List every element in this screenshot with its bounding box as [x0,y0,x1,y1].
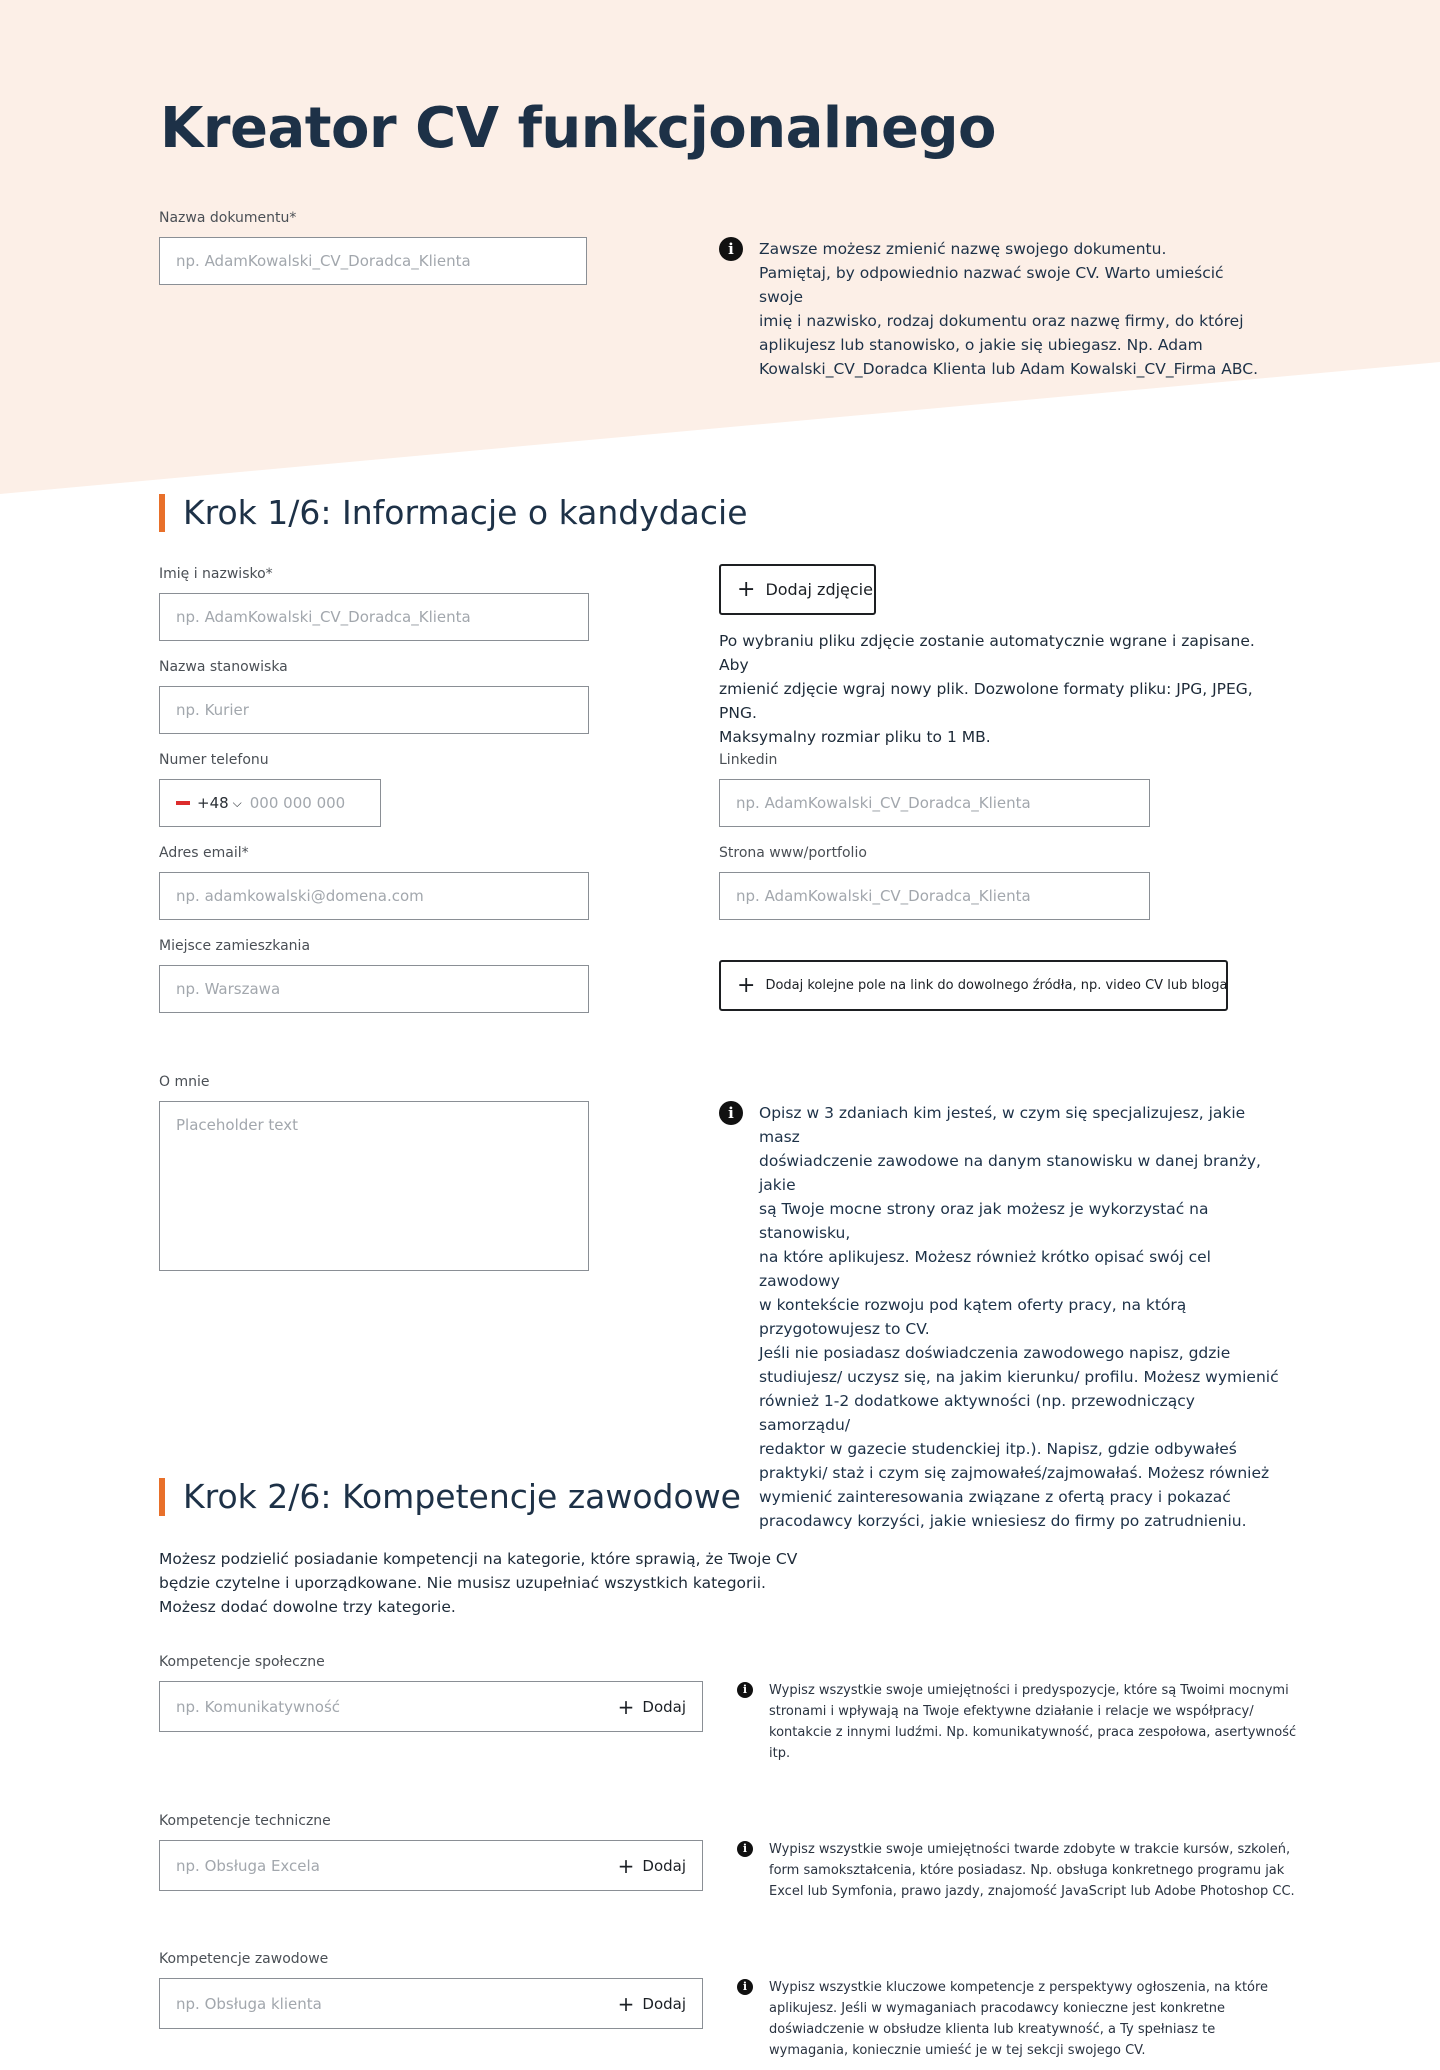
linkedin-placeholder: np. AdamKowalski_CV_Doradca_Klienta [736,794,1031,812]
section-accent-bar [159,1478,165,1516]
about-info [719,1101,1289,1533]
info-icon: i [737,1682,753,1698]
document-name-info [719,237,1259,381]
about-label: O mnie [159,1074,210,1090]
technical-competencies-input[interactable] [159,1840,703,1891]
social-competencies-input[interactable] [159,1681,703,1732]
add-label: Dodaj [642,1856,686,1875]
position-label: Nazwa stanowiska [159,659,288,675]
add-photo-button[interactable] [719,564,876,615]
add-label: Dodaj [642,1697,686,1716]
professional-competencies-placeholder: np. Obsługa klienta [176,1994,322,2013]
technical-competencies-info [737,1839,1297,1902]
page-title: Kreator CV funkcjonalnego [160,96,997,161]
professional-competencies-info-text: Wypisz wszystkie kluczowe kompetencje z perspektywy ogłoszenia, na które aplikujesz. Jeśli w wymaganiach pracodawcy konieczne jest konkretne doświadczenie w obsłudze klienta lub kreatywność, a Ty spełniasz te wymagania, koniecznie umieść je w tej sekcji swojego CV. [769,1980,1269,2058]
full-name-label: Imię i nazwisko* [159,566,273,582]
add-technical-competency-button[interactable] [617,1853,686,1878]
phone-country-code[interactable]: +48 [197,794,229,812]
position-placeholder: np. Kurier [176,701,249,719]
phone-input[interactable] [159,779,381,827]
info-icon: i [719,1101,743,1125]
document-name-label: Nazwa dokumentu* [159,210,297,226]
add-social-competency-button[interactable] [617,1694,686,1719]
full-name-input[interactable] [159,593,589,641]
photo-note: Po wybraniu pliku zdjęcie zostanie automatycznie wgrane i zapisane. Aby zmienić zdjęcie wgraj nowy plik. Dozwolone formaty pliku: JPG, JPEG, PNG. Maksymalny rozmiar pliku to 1 MB. [719,632,1255,746]
social-competencies-info-text: Wypisz wszystkie swoje umiejętności i predyspozycje, które są Twoimi mocnymi stronami i wpływają na Twoje efektywne działanie i relacje we współpracy/ kontakcie z innymi ludźmi. Np. komunikatywność, praca zespołowa, asertywność itp. [769,1683,1297,1761]
section-accent-bar [159,494,165,532]
info-icon: i [737,1979,753,1995]
plus-icon: + [617,1694,635,1719]
website-label: Strona www/portfolio [719,845,867,861]
step1-title: Krok 1/6: Informacje o kandydacie [183,493,748,532]
add-link-label: Dodaj kolejne pole na link do dowolnego źródła, np. video CV lub bloga [765,978,1228,993]
email-label: Adres email* [159,845,249,861]
step2-title: Krok 2/6: Kompetencje zawodowe [183,1477,741,1516]
about-textarea[interactable] [159,1101,589,1271]
city-label: Miejsce zamieszkania [159,938,311,954]
professional-competencies-info [737,1977,1297,2061]
add-photo-label: Dodaj zdjęcie [765,580,873,599]
poland-flag-icon [176,801,190,805]
social-competencies-placeholder: np. Komunikatywność [176,1697,341,1716]
add-link-button[interactable] [719,960,1228,1011]
professional-competencies-label: Kompetencje zawodowe [159,1951,329,1967]
linkedin-input[interactable] [719,779,1150,827]
chevron-down-icon[interactable]: ⌵ [232,795,242,810]
document-name-placeholder: np. AdamKowalski_CV_Doradca_Klienta [176,252,471,270]
about-info-text: Opisz w 3 zdaniach kim jesteś, w czym się specjalizujesz, jakie masz doświadczenie zawodowe na danym stanowisku w danej branży, jakie są Twoje mocne strony oraz jak możesz je wykorzystać na stanowisku, na które aplikujesz. Możesz również krótko opisać swój cel zawodowy w kontekście rozwoju pod kątem oferty pracy, na którą przygotowujesz to CV. Jeśli nie posiadasz doświadczenia zawodowego napisz, gdzie studiujesz/ uczysz się, na jakim kierunku/ profilu. Możesz wymienić również 1-2 dodatkowe aktywności (np. przewodniczący samorządu/ redaktor w gazecie studenckiej itp.). Napisz, gdzie odbywałeś praktyki/ staż i czym się zajmowałeś/zajmowałaś. Możesz również wymienić zainteresowania związane z ofertą pracy i pokazać pracodawcy korzyści, jakie wniesiesz do firmy po zatrudnieniu. [759,1104,1279,1530]
social-competencies-label: Kompetencje społeczne [159,1654,325,1670]
city-placeholder: np. Warszawa [176,980,281,998]
city-input[interactable] [159,965,589,1013]
social-competencies-info [737,1680,1297,1764]
email-input[interactable] [159,872,589,920]
position-input[interactable] [159,686,589,734]
technical-competencies-placeholder: np. Obsługa Excela [176,1856,320,1875]
phone-placeholder: 000 000 000 [249,794,346,812]
step2-intro: Możesz podzielić posiadanie kompetencji na kategorie, które sprawią, że Twoje CV będzie czytelne i uporządkowane. Nie musisz uzupełniać wszystkich kategorii. Możesz dodać dowolne trzy kategorie. [159,1550,798,1616]
technical-competencies-label: Kompetencje techniczne [159,1813,331,1829]
full-name-placeholder: np. AdamKowalski_CV_Doradca_Klienta [176,608,471,626]
info-icon: i [719,237,743,261]
phone-label: Numer telefonu [159,752,269,768]
plus-icon: + [617,1991,635,2016]
website-input[interactable] [719,872,1150,920]
professional-competencies-input[interactable] [159,1978,703,2029]
about-placeholder: Placeholder text [176,1116,299,1134]
info-icon: i [737,1841,753,1857]
linkedin-label: Linkedin [719,752,778,768]
plus-icon: + [617,1853,635,1878]
step1-heading [159,493,748,532]
website-placeholder: np. AdamKowalski_CV_Doradca_Klienta [736,887,1031,905]
add-label: Dodaj [642,1994,686,2013]
plus-icon: + [737,972,756,998]
technical-competencies-info-text: Wypisz wszystkie swoje umiejętności twarde zdobyte w trakcie kursów, szkoleń, form samokształcenia, które posiadasz. Np. obsługa konkretnego programu jak Excel lub Symfonia, prawo jazdy, znajomość JavaScript lub Adobe Photoshop CC. [769,1842,1295,1899]
document-name-input[interactable] [159,237,587,285]
plus-icon: + [737,576,756,602]
email-placeholder: np. adamkowalski@domena.com [176,887,424,905]
add-professional-competency-button[interactable] [617,1991,686,2016]
document-name-info-text: Zawsze możesz zmienić nazwę swojego dokumentu. Pamiętaj, by odpowiednio nazwać swoje CV. Warto umieścić swoje imię i nazwisko, rodzaj dokumentu oraz nazwę firmy, do której aplikujesz lub stanowisko, o jakie się ubiegasz. Np. Adam Kowalski_CV_Doradca Klienta lub Adam Kowalski_CV_Firma ABC. [759,240,1259,378]
step2-heading [159,1477,741,1516]
